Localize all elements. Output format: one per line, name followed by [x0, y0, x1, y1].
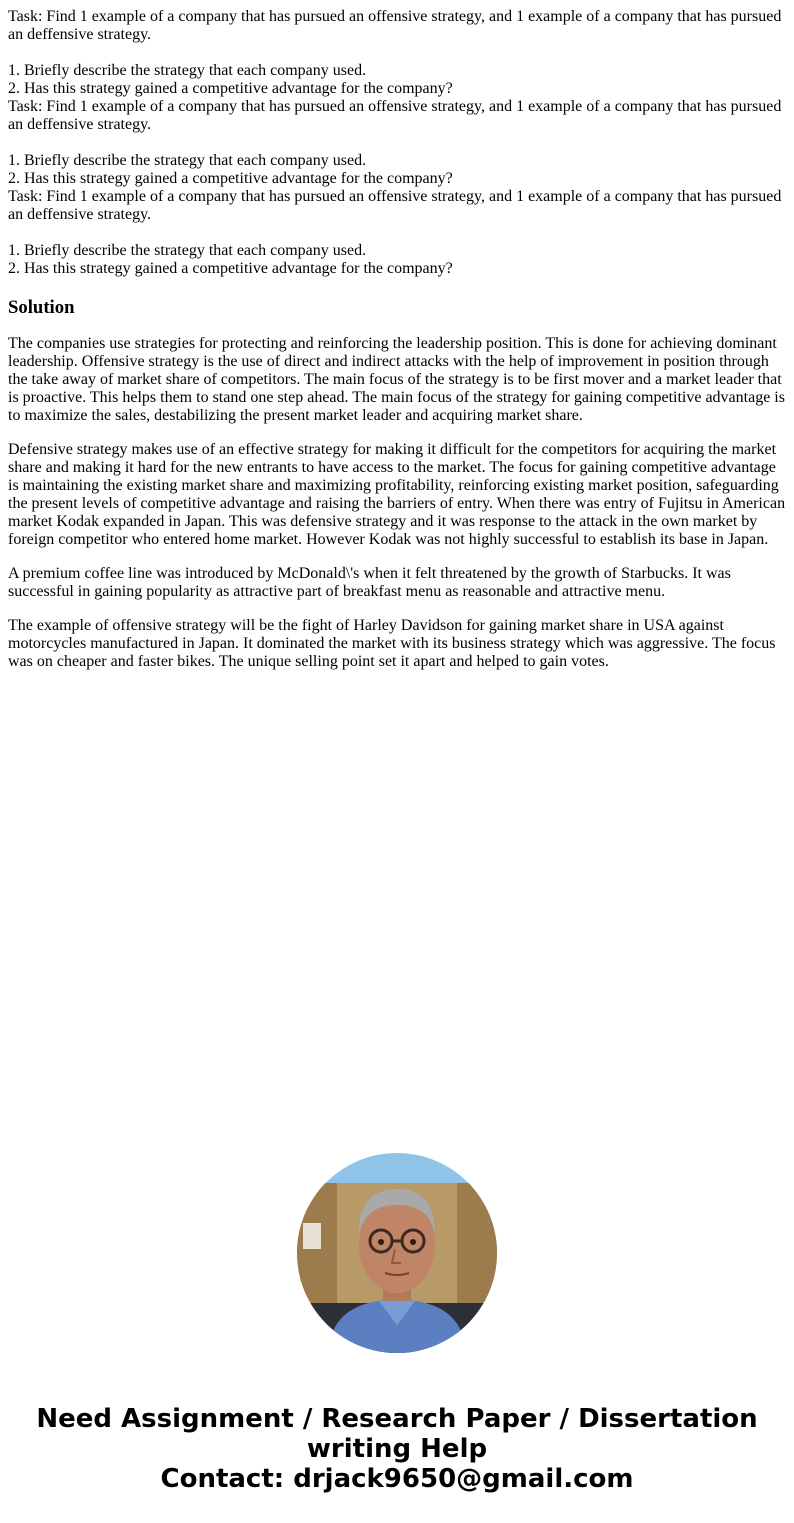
promo-banner — [0, 1404, 794, 1494]
solution-heading: Solution — [8, 297, 75, 318]
task-text: Task: Find 1 example of a company that has pursued an offensive strategy, and 1 example of a company that has pursued an deffensive strategy. — [8, 98, 782, 133]
task-text: Task: Find 1 example of a company that has pursued an offensive strategy, and 1 example of a company that has pursued an deffensive strategy. — [8, 188, 782, 223]
question-2: 2. Has this strategy gained a competitive advantage for the company? — [8, 80, 453, 97]
avatar — [297, 1153, 497, 1353]
question-1: 1. Briefly describe the strategy that each company used. — [8, 62, 367, 79]
question-2: 2. Has this strategy gained a competitive advantage for the company? — [8, 260, 453, 277]
question-2: 2. Has this strategy gained a competitive advantage for the company? — [8, 170, 453, 187]
promo-contact: Contact: drjack9650@gmail.com — [160, 1464, 634, 1494]
solution-paragraph: The example of offensive strategy will be the fight of Harley Davidson for gaining market share in USA against motorcycles manufactured in Japan. It dominated the market with its business strategy which was aggressive. The focus was on cheaper and faster bikes. The unique selling point set it apart and helped to gain votes. — [8, 617, 776, 670]
question-1: 1. Briefly describe the strategy that each company used. — [8, 152, 367, 169]
solution-paragraph: Defensive strategy makes use of an effective strategy for making it difficult for the competitors for acquiring the market share and making it hard for the new entrants to have access to the market. The focus for gaining competitive advantage is maintaining the existing market share and maximizing profitability, reinforcing existing market position, safeguarding the present levels of competitive advantage and raising the barriers of entry. When there was entry of Fujitsu in American market Kodak expanded in Japan. This was defensive strategy and it was response to the attack in the own market by foreign competitor who entered home market. However Kodak was not highly successful to establish its base in Japan. — [8, 441, 786, 548]
task-text: Task: Find 1 example of a company that has pursued an offensive strategy, and 1 example of a company that has pursued an deffensive strategy. — [8, 8, 782, 43]
solution-paragraph: The companies use strategies for protecting and reinforcing the leadership position. This is done for achieving dominant leadership. Offensive strategy is the use of direct and indirect attacks with the help of improvement in position through the take away of market share of competitors. The main focus of the strategy is to be first mover and a market leader that is proactive. This helps them to stand one step ahead. The main focus of the strategy for gaining competitive advantage is to maximize the sales, destabilizing the present market leader and acquiring market share. — [8, 335, 785, 424]
document-body — [8, 8, 786, 671]
promo-line: Need Assignment / Research Paper / Dissertation — [36, 1404, 758, 1434]
task-block — [8, 8, 786, 98]
promo-line: writing Help — [306, 1434, 488, 1464]
task-block — [8, 98, 786, 188]
solution-paragraph: A premium coffee line was introduced by McDonald\'s when it felt threatened by the growth of Starbucks. It was successful in gaining popularity as attractive part of breakfast menu as reasonable and attractive menu. — [8, 565, 731, 600]
question-1: 1. Briefly describe the strategy that each company used. — [8, 242, 367, 259]
task-block — [8, 188, 786, 278]
author-portrait-icon — [297, 1153, 497, 1353]
